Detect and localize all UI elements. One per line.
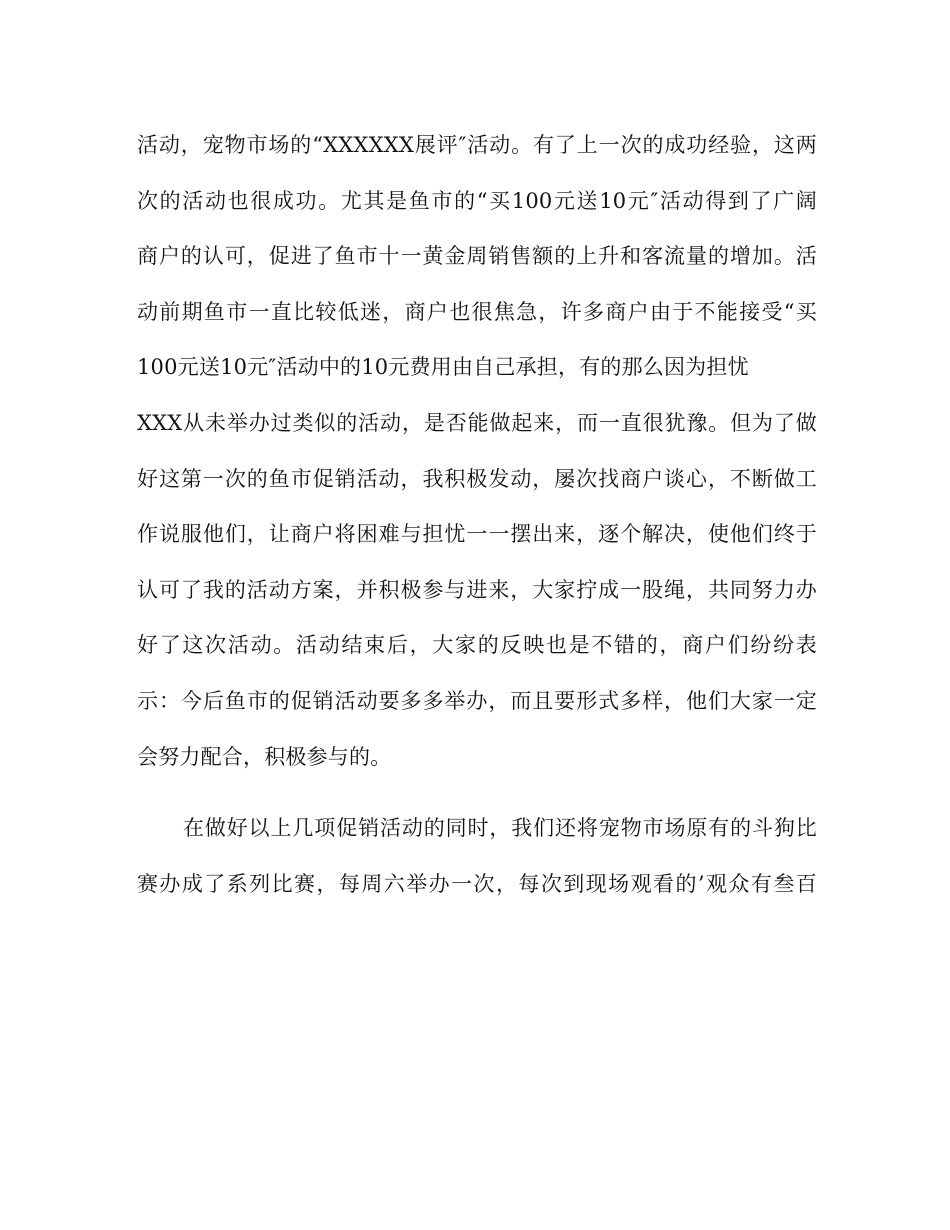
text-line: 商户的认可，促进了鱼市十一黄金周销售额的上升和客流量的增加。活	[137, 244, 817, 269]
text-line: XXX从未举办过类似的活动，是否能做起来，而一直很犹豫。但为了做	[137, 410, 817, 435]
text-line: 赛办成了系列比赛，每周六举办一次，每次到现场观看的’观众有叁百	[137, 871, 817, 896]
text-line: 动前期鱼市一直比较低迷，商户也很焦急，许多商户由于不能接受“买	[137, 299, 817, 324]
text-line: 100元送10元″活动中的10元费用由自己承担，有的那么因为担忧	[137, 355, 749, 380]
paragraph-1	[137, 118, 817, 785]
text-line: 在做好以上几项促销活动的同时，我们还将宠物市场原有的斗狗比	[183, 816, 817, 841]
text-line: 作说服他们，让商户将困难与担忧一一摆出来，逐个解决，使他们终于	[137, 522, 817, 547]
paragraph-2	[137, 801, 817, 912]
body-text	[137, 118, 817, 912]
text-line: 好了这次活动。活动结束后，大家的反映也是不错的，商户们纷纷表	[137, 633, 817, 658]
text-line: 会努力配合，积极参与的。	[137, 744, 392, 769]
text-line: 示：今后鱼市的促销活动要多多举办，而且要形式多样，他们大家一定	[137, 688, 817, 713]
text-line: 好这第一次的鱼市促销活动，我积极发动，屡次找商户谈心，不断做工	[137, 466, 817, 491]
text-line: 认可了我的活动方案，并积极参与进来，大家拧成一股绳，共同努力办	[137, 577, 817, 602]
text-line: 次的活动也很成功。尤其是鱼市的“买100元送10元″活动得到了广阔	[137, 188, 817, 213]
text-line: 活动，宠物市场的“XXXXXX展评″活动。有了上一次的成功经验，这两	[137, 133, 817, 157]
